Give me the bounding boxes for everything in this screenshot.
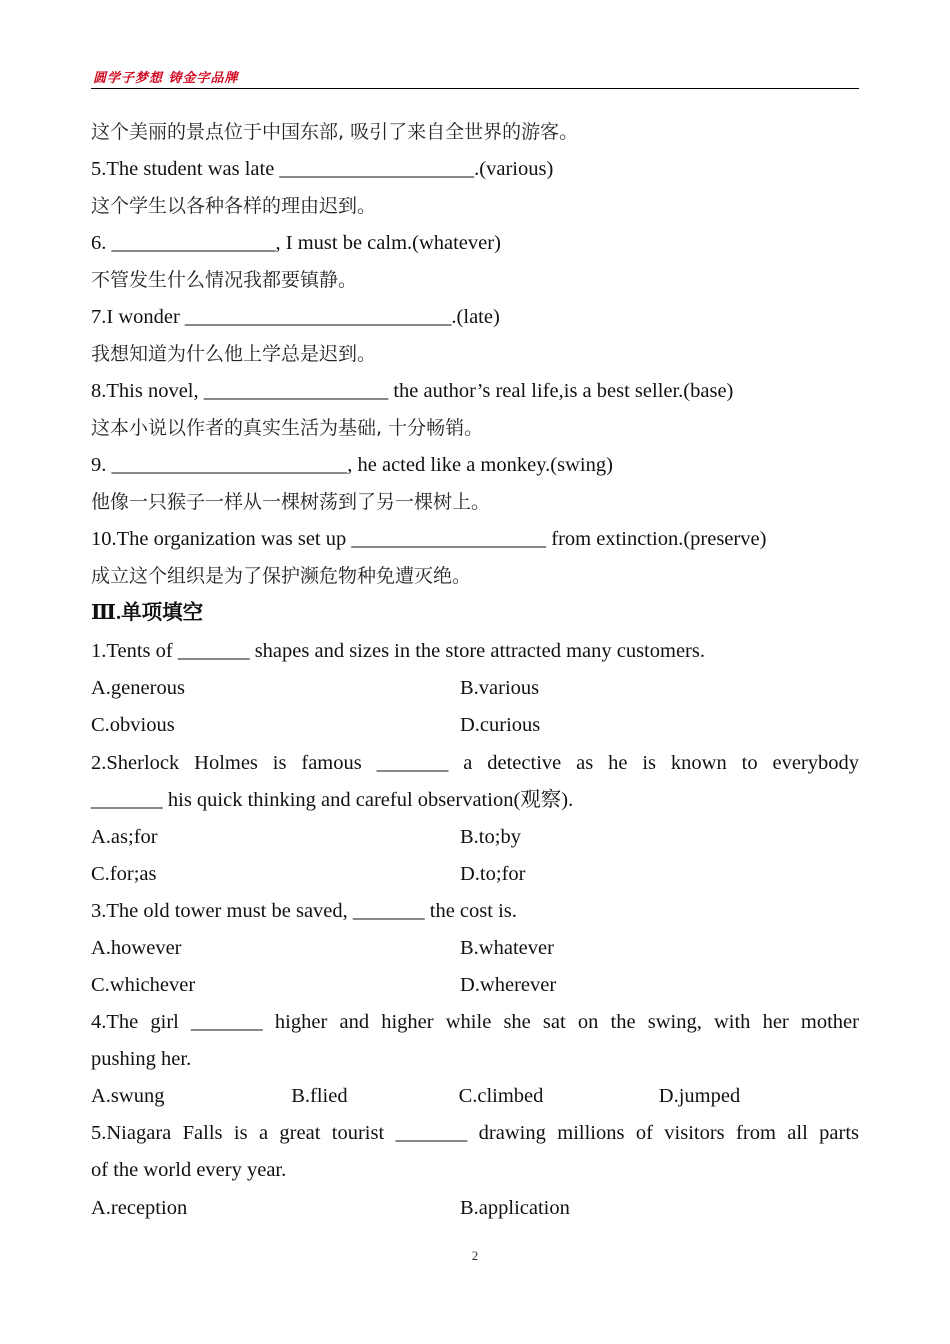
translation-line: 这个美丽的景点位于中国东部, 吸引了来自全世界的游客。 (91, 121, 579, 143)
translation-line: 这个学生以各种各样的理由迟到。 (91, 195, 377, 217)
option-b: B.application (460, 1197, 570, 1219)
option-c: C.climbed (458, 1085, 544, 1107)
mc-options (91, 1078, 859, 1115)
option-c: C.obvious (91, 714, 175, 736)
translation-line: 不管发生什么情况我都要镇静。 (91, 269, 358, 291)
mc-options (91, 670, 859, 707)
mc-options (91, 856, 859, 893)
option-c: C.for;as (91, 863, 157, 885)
option-d: D.jumped (658, 1085, 741, 1107)
mc-question-1: 1.Tents of _______ shapes and sizes in the store attracted many customers. (91, 640, 705, 662)
option-b: B.various (460, 677, 540, 699)
page-number: 2 (471, 1248, 479, 1263)
mc-question-5: 5.Niagara Falls is a great tourist _______ drawing millions of visitors from all parts (91, 1122, 859, 1144)
option-a: A.as;for (91, 826, 158, 848)
mc-question-3: 3.The old tower must be saved, _______ the cost is. (91, 900, 517, 922)
page-header (91, 66, 859, 89)
option-b: B.to;by (460, 826, 521, 848)
translation-line: 成立这个组织是为了保护濒危物种免遭灭绝。 (91, 565, 472, 587)
translation-line: 这本小说以作者的真实生活为基础, 十分畅销。 (91, 417, 484, 439)
header-slogan: 圆学子梦想 铸金字品牌 (93, 71, 239, 86)
option-a: A.generous (91, 677, 185, 699)
option-b: B.whatever (460, 937, 554, 959)
mc-question-2-cont: _______ his quick thinking and careful observation(观察). (91, 789, 574, 811)
option-a: A.reception (91, 1197, 188, 1219)
option-c: C.whichever (91, 974, 196, 996)
mc-options (91, 819, 859, 856)
question-6: 6. ________________, I must be calm.(whatever) (91, 232, 501, 254)
question-10: 10.The organization was set up ___________________ from extinction.(preserve) (91, 528, 767, 550)
mc-question-2: 2.Sherlock Holmes is famous _______ a detective as he is known to everybody (91, 752, 859, 774)
option-b: B.flied (291, 1085, 348, 1107)
translation-line: 我想知道为什么他上学总是迟到。 (91, 343, 377, 365)
option-d: D.wherever (460, 974, 557, 996)
question-5: 5.The student was late ___________________.(various) (91, 158, 554, 180)
mc-options (91, 1189, 859, 1227)
question-7: 7.I wonder __________________________.(late) (91, 306, 500, 328)
mc-options (91, 930, 859, 967)
mc-question-4: 4.The girl _______ higher and higher while she sat on the swing, with her mother (91, 1011, 859, 1033)
question-8: 8.This novel, __________________ the author’s real life,is a best seller.(base) (91, 380, 734, 402)
option-a: A.however (91, 937, 182, 959)
section-title: Ⅲ.单项填空 (91, 602, 204, 624)
option-d: D.to;for (460, 863, 526, 885)
option-d: D.curious (460, 714, 541, 736)
question-9: 9. _______________________, he acted like a monkey.(swing) (91, 454, 613, 476)
mc-options (91, 707, 859, 744)
mc-options (91, 967, 859, 1004)
option-a: A.swung (91, 1085, 165, 1107)
mc-question-5-cont: of the world every year. (91, 1159, 287, 1181)
document-body (91, 114, 859, 1227)
translation-line: 他像一只猴子一样从一棵树荡到了另一棵树上。 (91, 491, 491, 513)
mc-question-4-cont: pushing her. (91, 1048, 192, 1070)
